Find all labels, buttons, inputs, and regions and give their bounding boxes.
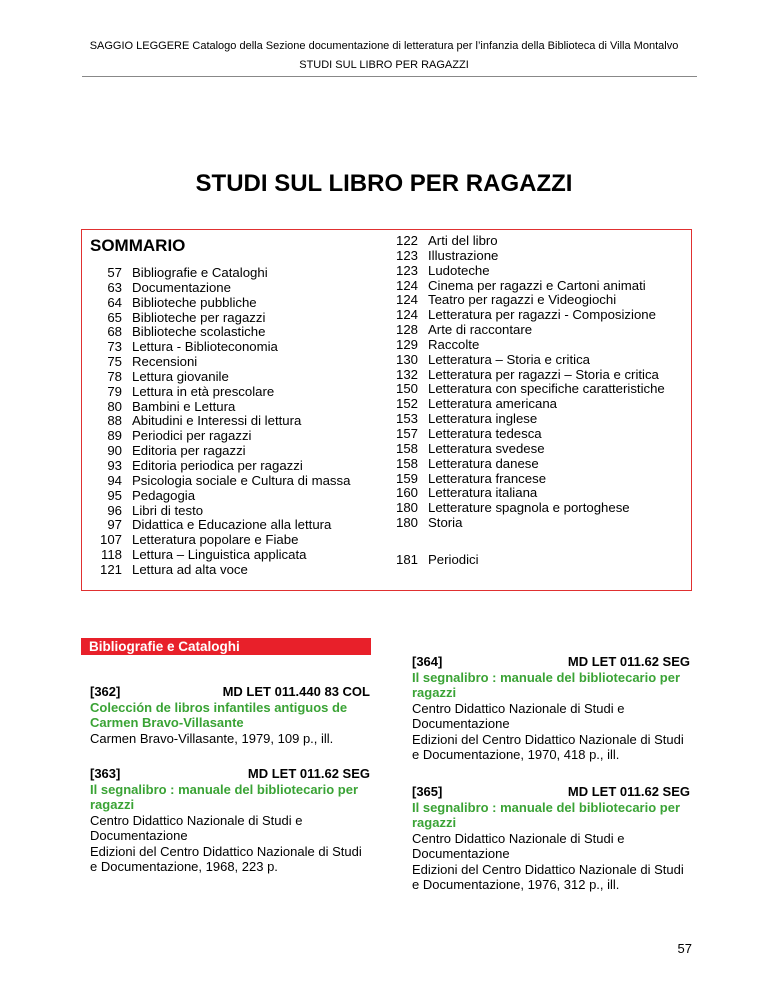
toc-item[interactable]: 157 Letteratura tedesca — [395, 425, 542, 441]
catalog-entry — [412, 654, 690, 763]
toc-item[interactable]: 95 Pedagogia — [107, 487, 196, 503]
toc-item[interactable]: 75 Recensioni — [107, 354, 198, 370]
entry-id: [364] — [412, 654, 443, 669]
entry-title: Il segnalibro : manuale del bibliotecario per ragazzi — [412, 669, 681, 700]
toc-item[interactable]: 159 Letteratura francese — [395, 470, 547, 486]
entry-id: [362] — [90, 684, 121, 699]
toc-item[interactable]: 128 Arte di raccontare — [395, 322, 533, 338]
entry-shelfmark: MD LET 011.440 83 COL — [222, 684, 370, 699]
entry-details: Carmen Bravo-Villasante, 1979, 109 p., ill. — [90, 730, 334, 746]
toc-item[interactable]: 63 Documentazione — [107, 279, 231, 295]
toc-item[interactable]: 90 Editoria per ragazzi — [107, 443, 246, 459]
toc-item[interactable]: 123 Illustrazione — [395, 247, 499, 263]
toc-item[interactable]: 78 Lettura giovanile — [107, 368, 229, 384]
toc-item[interactable]: 96 Libri di testo — [107, 502, 204, 518]
toc-item[interactable]: 129 Raccolte — [395, 336, 480, 352]
entry-shelfmark: MD LET 011.62 SEG — [567, 654, 690, 669]
toc-item[interactable]: 118 Lettura – Linguistica applicata — [100, 547, 307, 563]
entry-details: Centro Didattico Nazionale di Studi e Documentazione Edizioni del Centro Didattico Nazionale di Studi e Documentazione, 1970, 418 p., ill. — [412, 700, 684, 762]
toc-item[interactable]: 80 Bambini e Lettura — [107, 398, 236, 414]
toc-item[interactable]: 89 Periodici per ragazzi — [107, 428, 252, 444]
entry-id: [363] — [90, 766, 121, 781]
toc-item[interactable]: 153 Letteratura inglese — [395, 411, 538, 427]
entry-title: Il segnalibro : manuale del bibliotecario per ragazzi — [412, 799, 681, 830]
toc-item[interactable]: 93 Editoria periodica per ragazzi — [107, 457, 303, 473]
page-number: 57 — [677, 941, 692, 956]
toc-item[interactable]: 121 Lettura ad alta voce — [99, 561, 248, 577]
running-header-section: STUDI SUL LIBRO PER RAGAZZI — [299, 59, 469, 71]
entry-shelfmark: MD LET 011.62 SEG — [567, 784, 690, 799]
page-title: STUDI SUL LIBRO PER RAGAZZI — [195, 170, 573, 197]
toc-item[interactable]: 73 Lettura - Biblioteconomia — [107, 339, 278, 355]
toc-item[interactable]: 124 Cinema per ragazzi e Cartoni animati — [395, 277, 646, 293]
toc-right-column — [387, 234, 665, 531]
toc-item[interactable]: 65 Biblioteche per ragazzi — [107, 309, 266, 325]
toc-item[interactable]: 122 Arti del libro — [395, 233, 498, 248]
toc-item-periodici[interactable]: 181 Periodici — [395, 552, 479, 567]
toc-item[interactable]: 88 Abitudini e Interessi di lettura — [107, 413, 302, 429]
entry-id: [365] — [412, 784, 443, 799]
toc-item[interactable]: 152 Letteratura americana — [395, 396, 558, 412]
header-divider — [82, 76, 697, 77]
toc-item[interactable]: 64 Biblioteche pubbliche — [107, 294, 257, 310]
entry-shelfmark: MD LET 011.62 SEG — [247, 766, 370, 781]
running-header: SAGGIO LEGGERE Catalogo della Sezione documentazione di letteratura per l’infanzia della Biblioteca di Villa Montalvo — [89, 40, 679, 52]
sommario-title: SOMMARIO — [90, 236, 186, 255]
entry-title: Il segnalibro : manuale del bibliotecario per ragazzi — [90, 781, 359, 812]
toc-item[interactable]: 124 Teatro per ragazzi e Videogiochi — [395, 292, 617, 308]
toc-item[interactable]: 160 Letteratura italiana — [395, 485, 538, 501]
catalog-entry — [90, 766, 370, 875]
toc-item[interactable]: 97 Didattica e Educazione alla lettura — [107, 517, 332, 533]
toc-item[interactable]: 180 Letterature spagnola e portoghese — [395, 500, 630, 516]
toc-item[interactable]: 158 Letteratura svedese — [395, 440, 545, 456]
toc-item[interactable]: 107 Letteratura popolare e Fiabe — [99, 532, 299, 548]
entry-details: Centro Didattico Nazionale di Studi e Documentazione Edizioni del Centro Didattico Nazionale di Studi e Documentazione, 1968, 223 p. — [90, 812, 362, 874]
toc-item[interactable]: 123 Ludoteche — [395, 262, 490, 278]
toc-item[interactable]: 180 Storia — [395, 515, 463, 531]
toc-item[interactable]: 57 Bibliografie e Cataloghi — [107, 265, 268, 280]
catalog-entry — [412, 784, 690, 893]
toc-item[interactable]: 158 Letteratura danese — [395, 455, 539, 471]
toc-item[interactable]: 132 Letteratura per ragazzi – Storia e critica — [395, 366, 659, 382]
section-heading-bar: Bibliografie e Cataloghi — [81, 638, 371, 655]
toc-item[interactable]: 150 Letteratura con specifiche caratteristiche — [395, 381, 665, 397]
entry-title: Colección de libros infantiles antiguos de Carmen Bravo-Villasante — [90, 699, 348, 730]
toc-left-column — [90, 266, 350, 578]
toc-item[interactable]: 94 Psicologia sociale e Cultura di massa — [107, 472, 351, 488]
toc-item[interactable]: 79 Lettura in età prescolare — [107, 383, 275, 399]
toc-item[interactable]: 130 Letteratura – Storia e critica — [395, 351, 590, 367]
toc-item[interactable]: 124 Letteratura per ragazzi - Composizione — [395, 307, 656, 323]
entry-details: Centro Didattico Nazionale di Studi e Documentazione Edizioni del Centro Didattico Nazionale di Studi e Documentazione, 1976, 312 p., ill. — [412, 830, 684, 892]
toc-item[interactable]: 68 Biblioteche scolastiche — [107, 324, 266, 340]
catalog-entry — [90, 684, 370, 746]
